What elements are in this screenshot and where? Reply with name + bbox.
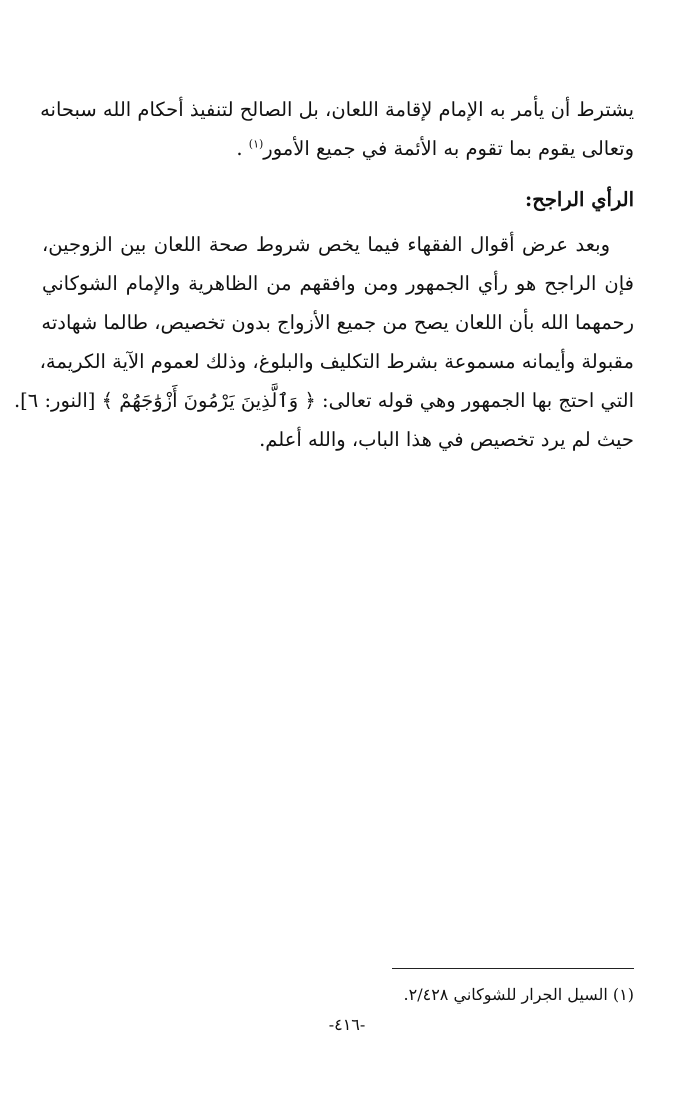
text-line: يشترط أن يأمر به الإمام لإقامة اللعان، بل الصالح لتنفيذ أحكام الله سبحانه: [40, 98, 634, 121]
footnote-reference[interactable]: (١): [248, 137, 264, 151]
paragraph-conclusion: [13, 225, 634, 459]
paragraph-intro: [42, 90, 634, 168]
footnote: (١) السيل الجرار للشوكاني ٢/٤٢٨.: [403, 985, 634, 1004]
text-line: فإن الراجح هو رأي الجمهور ومن وافقهم من الظاهرية والإمام الشوكاني: [42, 272, 634, 295]
text-line: رحمهما الله بأن اللعان يصح من جميع الأزواج بدون تخصيص، طالما شهادته: [41, 311, 634, 334]
page-number: -٤١٦-: [328, 1015, 366, 1034]
sentence-end: .: [236, 137, 243, 160]
section-heading: الرأي الراجح:: [525, 188, 634, 211]
text-line: مقبولة وأيمانه مسموعة بشرط التكليف والبلوغ، وذلك لعموم الآية الكريمة،: [39, 350, 634, 373]
text-line: حيث لم يرد تخصيص في هذا الباب، والله أعلم.: [259, 428, 634, 451]
text-line: [42, 129, 634, 168]
text-segment: وتعالى يقوم بما تقوم به الأئمة في جميع الأمور: [263, 137, 634, 160]
text-line: التي احتج بها الجمهور وهي قوله تعالى: ﴿ وَٱلَّذِينَ يَرْمُونَ أَزْوَٰجَهُمْ ﴾ [النور: ٦].: [13, 389, 634, 412]
text-line: وبعد عرض أقوال الفقهاء فيما يخص شروط صحة اللعان بين الزوجين،: [42, 233, 610, 256]
footnote-divider: [392, 968, 634, 969]
